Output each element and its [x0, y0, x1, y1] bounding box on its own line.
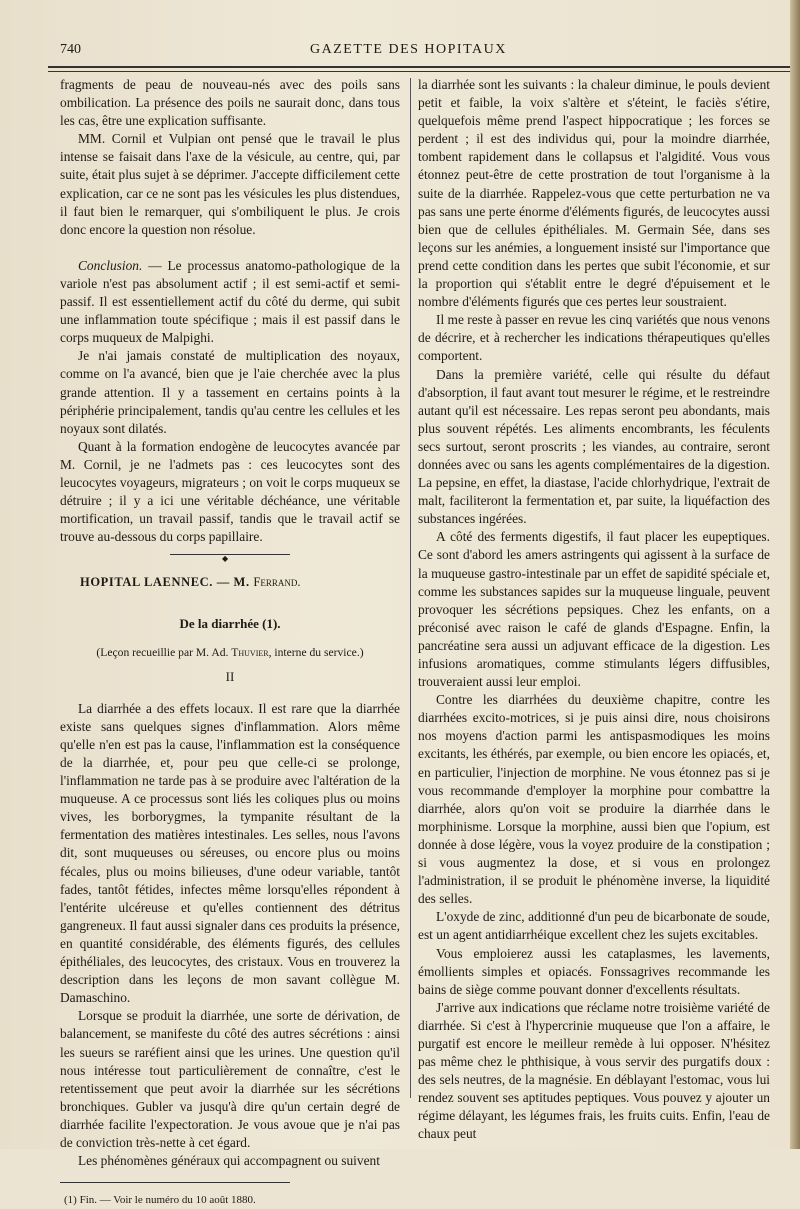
column-divider — [410, 78, 411, 1098]
paragraph: Contre les diarrhées du deuxième chapitre, contre les diarrhées excito-motrices, si je puis ainsi dire, nous choisirons nos moyens d'action parmi les antispasmodiques les moins excitants, les éthérés, par exemple, ou bien encore les opiacés, et, en particulier, l'injection de morphine. Ne vous étonnez pas si je vous recommande d'employer la morphine pour combattre la diarrhée, alors qu'on voit se produire la diarrhée dans le morphinisme. Lorsque la morphine, aussi bien que l'opium, est donnée à dose légère, vous la voyez produire de la constipation ; si vous augmentez la dose, et si vous en prolongez l'administration, il se produit le phénomène inverse, la liquidité des selles. — [418, 692, 770, 907]
footnote: (1) Fin. — Voir le numéro du 10 août 1880. — [64, 1194, 256, 1207]
paragraph: Vous emploierez aussi les cataplasmes, les lavements, émollients simples et opiacés. Fonssagrives recommande les bains de siège comme pouvant donner d'excellents résultats. — [418, 945, 770, 997]
journal-title: GAZETTE DES HOPITAUX — [310, 42, 507, 57]
footnote-rule — [60, 1182, 290, 1183]
paragraph: Dans la première variété, celle qui résulte du défaut d'absorption, il faut avant tout mesurer le régime, et le restreindre autant qu'il est nécessaire. Les repas seront peu abondants, mais plus souvent répétés. Les aliments encombrants, les féculents secs surtout, seront proscrits ; les viandes, au contraire, seront données avec ou sans les agents complémentaires de la digestion. La pepsine, en effet, la diastase, l'acide chlorhydrique, l'extrait de malt, faciliteront la fermentation et, par suite, la liquéfaction des substances ingérées. — [418, 366, 770, 527]
header-rule — [48, 66, 800, 72]
paragraph: L'oxyde de zinc, additionné d'un peu de bicarbonate de soude, est un agent antidiarrhéique excellent chez les sujets excitables. — [418, 909, 770, 943]
conclusion-paragraph — [60, 257, 400, 347]
paragraph: J'arrive aux indications que réclame notre troisième variété de diarrhée. Si c'est à l'hypercrinie muqueuse que l'on a affaire, le purgatif est encore le meilleur remède à lui opposer. N'hésitez pas même chez le phthisique, à vous servir des purgatifs doux : des sels neutres, de la magnésie. En déblayant l'estomac, vous lui rendez souvent ses aptitudes peptiques. Vous pouvez y ajouter un régime délayant, les légumes frais, les fruits cuits. Enfin, l'eau de chaux peut — [418, 999, 770, 1142]
page-header — [60, 42, 800, 64]
paragraph: La diarrhée a des effets locaux. Il est rare que la diarrhée existe sans quelques signes d'inflammation. Alors même qu'elle n'en est pas la cause, l'inflammation est la conséquence de la diarrhée, et, pour peu que celle-ci se prolonge, l'inflammation ne tarde pas à se produire avec l'altération de la muqueuse. A ce processus sont liés les coliques plus ou moins vives, les borborygmes, la tympanite résultant de la fermentation des matières intestinales. Les selles, nous l'avons dit, sont muqueuses ou séreuses, ou encore plus ou moins fécales, plus ou moins bilieuses, d'une odeur variable, tantôt fades, tantôt fétides, infectes même lorsqu'elles répondent à l'entérite ulcéreuse et qu'elles contiennent des détritus gangreneux. Il faut aussi signaler dans ces produits la présence, en quantité considérable, des éléments figurés, des cellules épithéliales, des leucocytes, des cristaux. Vous en trouverez la description dans les leçons de mon savant collègue M. Damaschino. — [60, 700, 400, 1006]
paragraph: Il me reste à passer en revue les cinq variétés que nous venons de décrire, et à rechercher les indications thérapeutiques qu'elles comportent. — [418, 312, 770, 364]
section-numeral: II — [225, 668, 235, 684]
paragraph: Je n'ai jamais constaté de multiplication des noyaux, comme on l'a avancé, bien que je l'aie cherchée avec la plus grande attention. Il y a tassement en certains points à la périphérie principalement, tandis qu'au centre les cellules et les noyaux sont dilatés. — [60, 348, 400, 436]
paragraph: Lorsque se produit la diarrhée, une sorte de dérivation, de balancement, se manifeste du côté des autres sécrétions : ainsi les sueurs se raréfient ainsi que les urines. Une question qu'il nous intéresse tout particulièrement de connaître, c'est le retentissement que peut avoir la diarrhée sur les sécrétions bronchiques. Gubler va jusqu'à dire qu'un certain degré de diarrhée facilite l'expectoration. Je vous avoue que je n'ai pas de conviction très-nette à cet égard. — [60, 1008, 400, 1150]
paragraph: MM. Cornil et Vulpian ont pensé que le travail le plus intense se faisait dans l'axe de la vésicule, au centre, qui, par suite, était plus sujet à se déprimer. J'accepte difficilement cette explication, car ce ne sont pas les vésicules les plus distendues, il faut bien le remarquer, qui s'ombiliquent le plus. Je crois donc encore la question non résolue. — [60, 131, 400, 237]
paragraph: fragments de peau de nouveau-nés avec des poils sans ombilication. La présence des poils ne saurait donc, dans tous les cas, être une explication suffisante. — [60, 77, 400, 129]
lecon-note — [60, 644, 400, 662]
paragraph: A côté des ferments digestifs, il faut placer les eupeptiques. Ce sont d'abord les amers astringents qui agissent à la surface de la muqueuse gastro-intestinale par un effet de sapidité spéciale et, comme les substances sapides sur la muqueuse linguale, peuvent provoquer les sécrétions pepsiques. Chez les enfants, on a préconisé avec raison le café de glands d'Espagne. Enfin, la pancréatine sera aussi un adjuvant efficace de la digestion. Les infusions aromatiques, comme stimulants légers diffusibles, trouveraient aussi leur emploi. — [418, 529, 770, 690]
hospital-doctor: Ferrand. — [253, 575, 301, 590]
left-column — [60, 76, 400, 1209]
page-edge — [790, 0, 800, 1149]
lecon-suffix: , interne du service.) — [268, 645, 364, 659]
section-separator: ◆ — [170, 554, 290, 555]
paragraph: la diarrhée sont les suivants : la chaleur diminue, le pouls devient petit et faible, la voix s'altère et s'éteint, le faciès s'étire, quelquefois même prend l'aspect hippocratique ; les forces se perdent ; il est des individus qui, pour la moindre diarrhée, tombent rapidement dans le collapsus et l'algidité. Vous vous étonnez peut-être de cette prostration de tout l'organisme à la suite de la diarrhée. Rappelez-vous que cette perturbation ne va pas sans une perte énorme d'éléments figurés, de leucocytes aussi bien que de cellules épithéliales. M. Germain Sée, dans ses leçons sur les anémies, a longuement insisté sur l'importance que prend cette condition dans les pertes que subit l'économie, et sur la proportion qui s'établit entre le degré d'épuisement et le nombre d'éléments figurés que ces pertes leur soustraient. — [418, 77, 770, 310]
article-title: De la diarrhée (1). — [179, 616, 281, 632]
lecon-name: Thuvier — [231, 645, 269, 659]
hospital-name: HOPITAL LAENNEC. — M. — [80, 575, 254, 590]
conclusion-text: — Le processus anatomo-pathologique de la variole n'est pas absolument actif ; il est semi-actif et semi-passif. Il est essentiellement actif du côté du derme, qui subit une inflammation toute spécifique ; mais il est passif dans le corps muqueux de Malpighi. — [60, 257, 400, 346]
conclusion-label: Conclusion. — [78, 257, 143, 273]
paragraph: Quant à la formation endogène de leucocytes avancée par M. Cornil, je ne l'admets pas : ces leucocytes sont des leucocytes voyageurs, migrateurs ; on voit le corps muqueux se détruire ; il y a ici une véritable déchéance, une véritable mortification, un travail passif, tandis que le travail actif se trouve au-dessous du corps papillaire. — [60, 438, 400, 545]
right-column — [418, 76, 770, 1144]
paragraph: Les phénomènes généraux qui accompagnent ou suivent — [78, 1153, 380, 1169]
page-number: 740 — [60, 42, 81, 57]
lecon-prefix: (Leçon recueillie par M. Ad. — [96, 645, 232, 659]
hospital-heading — [60, 573, 400, 591]
